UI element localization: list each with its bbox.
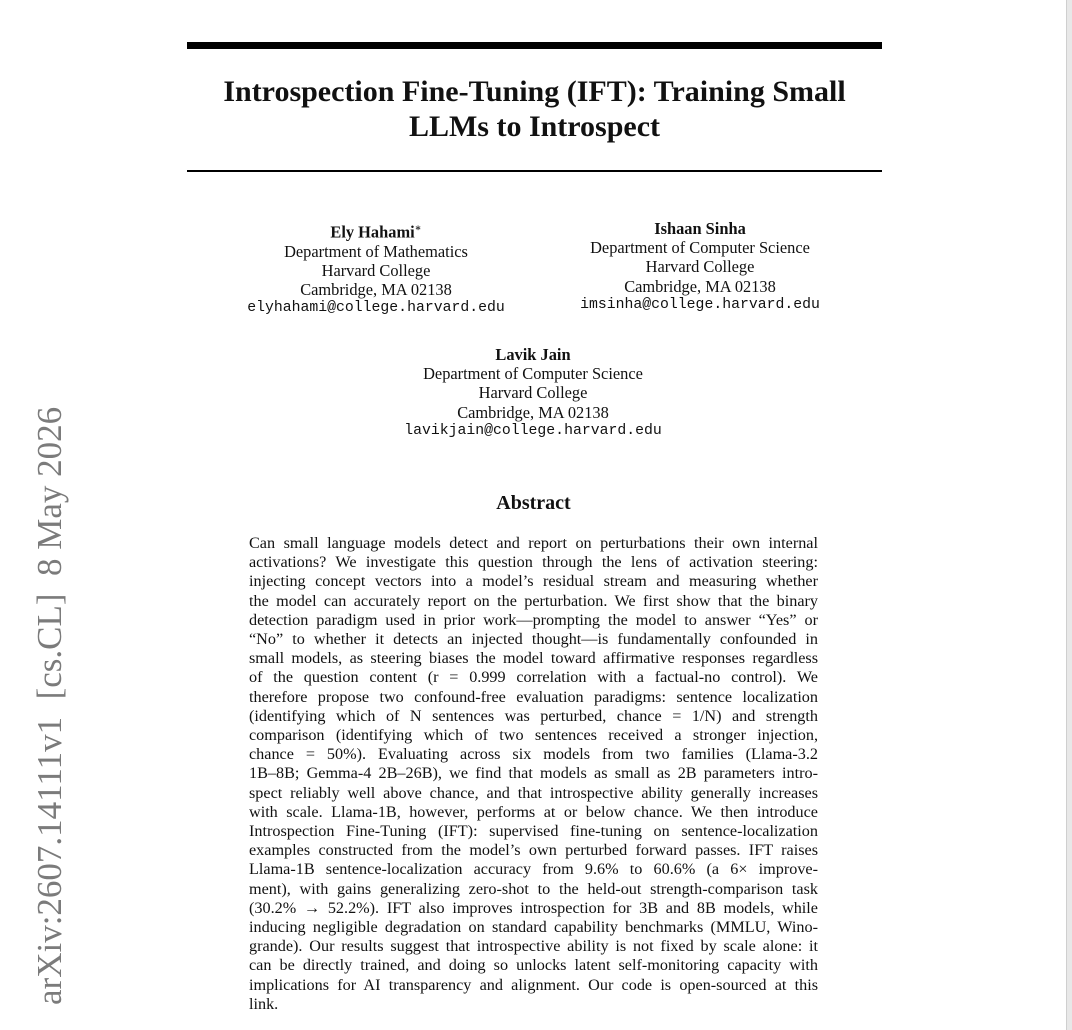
abstract-line: implications for AI transparency and alignment. Our code is open-sourced at this xyxy=(249,975,818,994)
abstract-line: Introspection Fine-Tuning (IFT): supervised fine-tuning on sentence-localization xyxy=(249,822,818,841)
author-block-3 xyxy=(383,345,683,441)
abstract-line: 1B–8B; Gemma-4 2B–26B), we find that models as small as 2B parameters intro- xyxy=(249,764,818,783)
author-department: Department of Computer Science xyxy=(590,238,810,258)
abstract-body xyxy=(249,534,818,1014)
abstract-line: chance = 50%). Evaluating across six models from two families (Llama-3.2 xyxy=(249,745,818,764)
abstract-heading: Abstract xyxy=(496,492,571,514)
author-name: Ely Hahami∗ xyxy=(330,222,422,242)
author-institution: Harvard College xyxy=(645,257,755,277)
abstract-line: comparison (identifying which of two sentences received a stronger injection, xyxy=(249,726,818,745)
author-location: Cambridge, MA 02138 xyxy=(457,402,609,422)
abstract-line: inducing negligible degradation on standard capability benchmarks (MMLU, Wino- xyxy=(249,918,818,937)
abstract-line: examples constructed from the model’s own perturbed forward passes. IFT raises xyxy=(249,841,818,860)
author-department: Department of Mathematics xyxy=(284,241,468,261)
abstract-line: spect reliably well above chance, and that introspective ability generally increases xyxy=(249,783,818,802)
author-block-1 xyxy=(225,219,527,318)
author-name: Ishaan Sinha xyxy=(654,219,746,238)
author-location: Cambridge, MA 02138 xyxy=(300,280,452,300)
abstract-line: of the question content (r = 0.999 correlation with a factual-no control). We xyxy=(249,668,818,687)
abstract-line: small models, as steering biases the model toward affirmative responses regardless xyxy=(249,649,818,668)
abstract-line: Can small language models detect and report on perturbations their own internal xyxy=(249,534,818,552)
page-edge xyxy=(1066,0,1072,1030)
abstract-line: can be directly trained, and doing so unlocks latent self-monitoring capacity with xyxy=(249,956,818,975)
abstract-line: the model can accurately report on the perturbation. We first show that the binary xyxy=(249,591,818,610)
abstract-line: ment), with gains generalizing zero-shot to the held-out strength-comparison task xyxy=(249,879,818,898)
abstract-line: injecting concept vectors into a model’s residual stream and measuring whether xyxy=(249,572,818,591)
abstract-line: Llama-1B sentence-localization accuracy from 9.6% to 60.6% (a 6× improve- xyxy=(249,860,818,879)
author-location: Cambridge, MA 02138 xyxy=(624,276,776,296)
author-block-2 xyxy=(560,219,840,315)
abstract-line: activations? We investigate this question through the lens of activation steering: xyxy=(249,553,818,572)
abstract-line: therefore propose two confound-free evaluation paradigms: sentence localization xyxy=(249,687,818,706)
footnote-mark: ∗ xyxy=(414,223,422,234)
author-email: elyhahami@college.harvard.edu xyxy=(247,300,505,317)
title-bottom-rule xyxy=(187,170,882,172)
paper-title xyxy=(187,74,882,144)
author-name: Lavik Jain xyxy=(495,345,571,364)
abstract-line: grande). Our results suggest that introspective ability is not fixed by scale alone: it xyxy=(249,937,818,956)
abstract-line: with scale. Llama-1B, however, performs at or below chance. We then introduce xyxy=(249,802,818,821)
title-line-2: LLMs to Introspect xyxy=(408,110,661,143)
author-email: imsinha@college.harvard.edu xyxy=(580,296,820,313)
author-department: Department of Computer Science xyxy=(423,364,643,384)
abstract-line: (identifying which of N sentences was perturbed, chance = 1/N) and strength xyxy=(249,706,818,725)
title-top-rule xyxy=(187,42,882,49)
author-institution: Harvard College xyxy=(321,260,431,280)
abstract-line: detection paradigm used in prior work—prompting the model to answer “Yes” or xyxy=(249,610,818,629)
abstract-line: “No” to whether it detects an injected thought—is fundamentally confounded in xyxy=(249,630,818,649)
author-institution: Harvard College xyxy=(478,383,588,403)
abstract-line-last: link. xyxy=(249,994,279,1013)
author-email: lavikjain@college.harvard.edu xyxy=(404,422,662,439)
arxiv-identifier-stamp: arXiv:2607.14111v1 [cs.CL] 8 May 2026 xyxy=(30,406,69,1005)
abstract-line: (30.2% → 52.2%). IFT also improves introspection for 3B and 8B models, while xyxy=(249,898,818,917)
title-line-1: Introspection Fine-Tuning (IFT): Training Small xyxy=(223,75,846,108)
